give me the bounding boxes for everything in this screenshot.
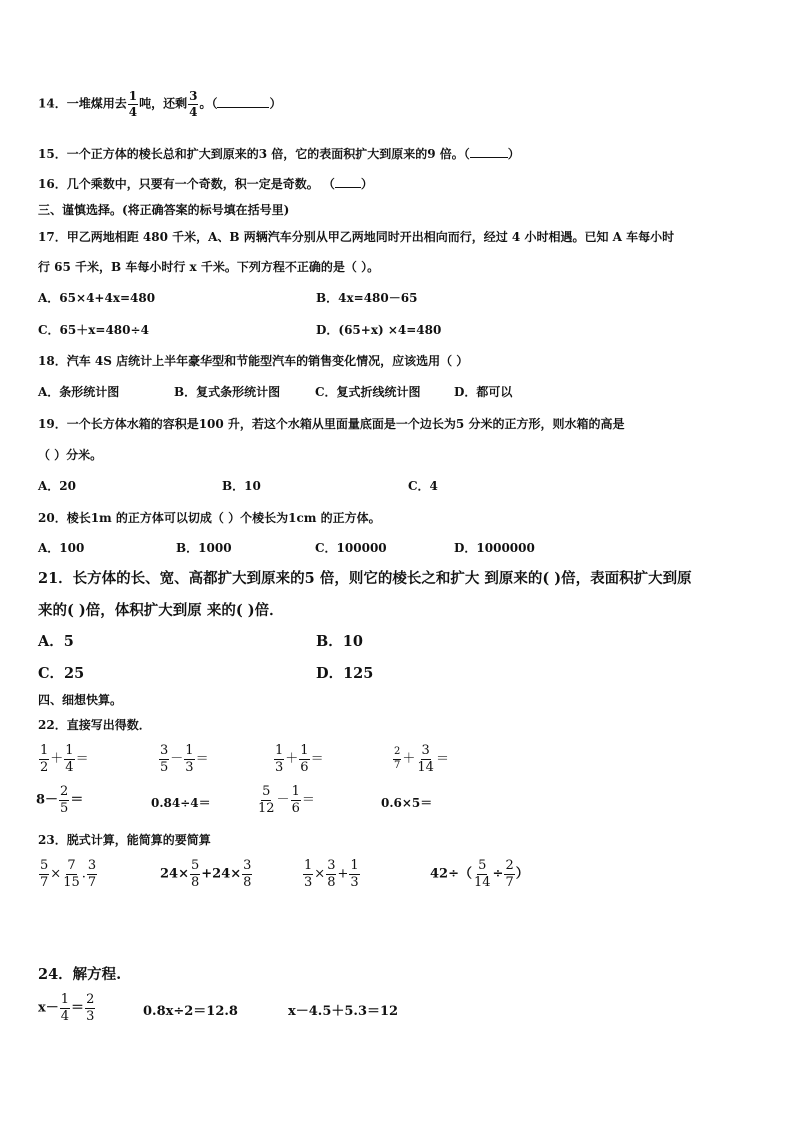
expression-23-4: 42÷（ $\frac{5}{14}$ ÷ $\frac{2}{7}$ ） [430,858,529,890]
section-4-heading: 四、细想快算。 [38,693,123,707]
answer-blank[interactable] [217,106,269,108]
expression-23-1: $\frac{5}{7}$ × $\frac{7}{15}$ . $\frac{3}{7}$ [40,858,97,890]
question-17-line2: 行 65 千米，B 车每小时行 x 千米。下列方程不正确的是（ ）。 [38,260,380,274]
question-20: 20．棱长1m 的正方体可以切成（ ）个棱长为1cm 的正方体。 [38,511,381,525]
question-21-line1: 21．长方体的长、宽、高都扩大到原来的5 倍，则它的棱长之和扩大 到原来的( )倍，表面积扩大到原 [38,570,692,587]
answer-blank[interactable] [470,156,508,158]
option-c[interactable]: C．100000 [315,541,387,555]
section-3-heading: 三、谨慎选择。(将正确答案的标号填在括号里) [38,203,290,217]
option-d[interactable]: D．1000000 [454,541,535,555]
equation-24-1: x－ $\frac{1}{4}$ ＝ $\frac{2}{3}$ [38,992,95,1024]
expression-23-3: $\frac{1}{3}$ × $\frac{3}{8}$ + $\frac{1}{3}$ [304,858,359,890]
expression-22-5: 8－ $\frac{2}{5}$ ＝ [36,784,84,816]
question-16: 16．几个乘数中，只要有一个奇数，积一定是奇数。 （ ） [38,177,373,191]
question-18: 18．汽车 4S 店统计上半年豪华型和节能型汽车的销售变化情况，应该选用（ ） [38,354,469,368]
equation-24-2: 0.8x÷2＝12.8 [143,1004,238,1019]
option-a[interactable]: A．65×4+4x=480 [38,291,156,305]
option-b[interactable]: B．4x=480－65 [316,291,418,305]
expression-22-1: $\frac{1}{2}$ ＋ $\frac{1}{4}$ ＝ [40,743,89,775]
option-d[interactable]: D．都可以 [454,385,513,399]
question-22: 22．直接写出得数． [38,718,151,732]
fraction: $\frac{1}{4}$ [128,89,138,119]
question-19-line1: 19．一个长方体水箱的容积是100 升，若这个水箱从里面量底面是一个边长为5 分米的正方形，则水箱的高是 [38,417,625,431]
option-b[interactable]: B．复式条形统计图 [174,385,281,399]
expression-22-2: $\frac{3}{5}$ － $\frac{1}{3}$ ＝ [160,743,209,775]
option-a[interactable]: A．20 [38,479,77,493]
question-14: 14．一堆煤用去 $\frac{1}{4}$ 吨，还剩 $\frac{3}{4}$ 。（ ） [38,89,282,119]
question-24: 24．解方程. [38,966,122,983]
expression-22-3: $\frac{1}{3}$ ＋ $\frac{1}{6}$ ＝ [275,743,324,775]
question-21-line2: 来的( )倍，体积扩大到原 来的( )倍． [38,602,284,619]
question-19-line2: （ ）分米。 [38,448,103,462]
option-d[interactable]: D．125 [316,665,374,682]
expression-22-8: 0.6×5＝ [381,796,433,810]
option-c[interactable]: C．65＋x=480÷4 [38,323,149,337]
expression-22-6: 0.84÷4＝ [151,796,211,810]
option-b[interactable]: B．10 [222,479,261,493]
option-a[interactable]: A．5 [38,633,74,650]
option-b[interactable]: B．1000 [176,541,232,555]
option-a[interactable]: A．100 [38,541,85,555]
answer-blank[interactable] [335,186,361,188]
option-d[interactable]: D．(65+x) ×4=480 [316,323,442,337]
question-15: 15．一个正方体的棱长总和扩大到原来的3 倍，它的表面积扩大到原来的9 倍。（ ） [38,147,520,161]
equation-24-3: x－4.5＋5.3＝12 [288,1004,399,1019]
option-b[interactable]: B．10 [316,633,363,650]
expression-22-7: $\frac{5}{12}$ － $\frac{1}{6}$ ＝ [258,784,315,816]
expression-23-2: 24× $\frac{5}{8}$ +24× $\frac{3}{8}$ [160,858,252,890]
option-a[interactable]: A．条形统计图 [38,385,120,399]
question-number: 14． [38,96,67,111]
option-c[interactable]: C．4 [408,479,438,493]
fraction: $\frac{3}{4}$ [189,89,198,119]
question-17-line1: 17．甲乙两地相距 480 千米，A、B 两辆汽车分别从甲乙两地同时开出相向而行，经过 4 小时相遇。已知 A 车每小时 [38,230,675,244]
option-c[interactable]: C．复式折线统计图 [315,385,421,399]
expression-22-4: $\frac{2}{7}$ ＋ $\frac{3}{14}$ ＝ [394,743,449,775]
question-23: 23．脱式计算，能简算的要简算 [38,833,211,847]
option-c[interactable]: C．25 [38,665,85,682]
